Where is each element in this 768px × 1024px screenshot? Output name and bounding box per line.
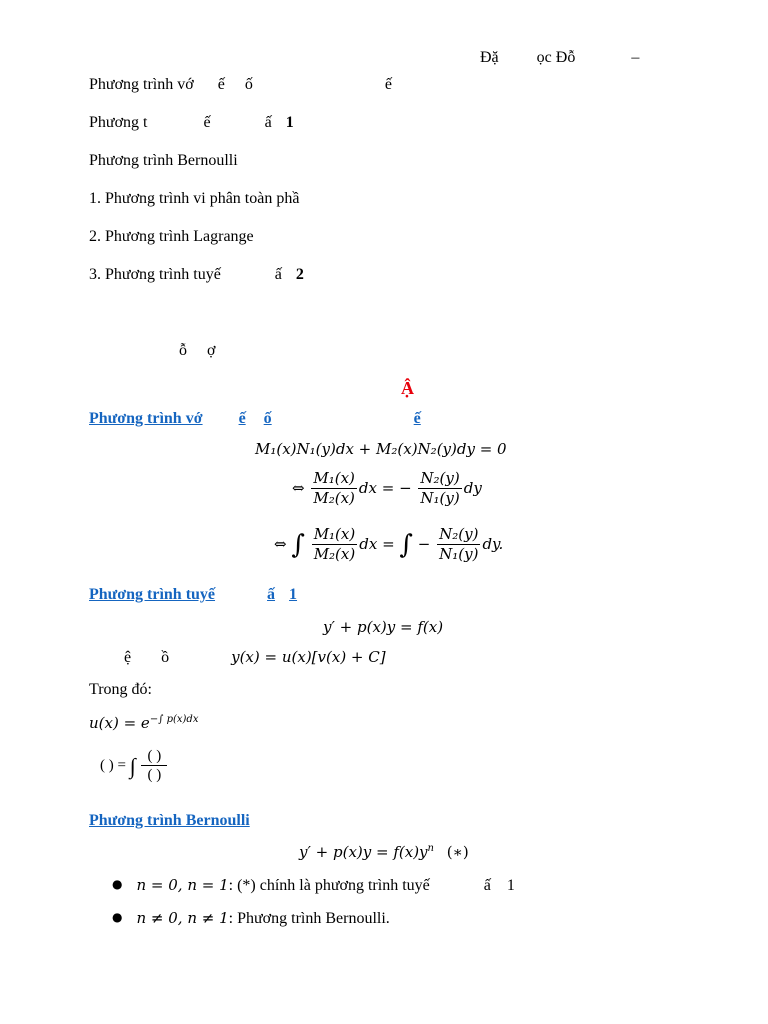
toc-item-2-c: ấ [264,114,272,131]
section2-heading-a: Phương trình tuyế [89,586,216,603]
eq3-frac2 [437,526,480,564]
chapter-mark: Ậ [401,378,414,398]
toc-item-1-c: ố [244,76,253,93]
toc-item-1-text: Phương trình vớ [89,76,194,93]
toc-item-1-b: ế [217,76,225,93]
toc-item-4[interactable] [89,190,299,208]
u-exp: −∫ p(x)dx [149,714,199,725]
bullet-2-math: n ≠ 0, n ≠ 1 [136,909,229,927]
v-lhs: ( ) = [100,757,126,774]
v-den: ( ) [147,767,162,784]
eq2-frac1 [311,470,357,508]
u-definition [89,714,198,732]
toc-item-3-text: Phương trình Bernoulli [89,152,238,169]
header-dash: – [631,49,640,66]
sol-b: ồ [161,649,170,666]
bullet-1-text: : (*) chính là phương trình tuyế [228,877,430,894]
bullet-1-math: n = 0, n = 1 [136,876,229,894]
bullet-dot-icon: ● [112,910,123,924]
misc-line [179,342,215,360]
toc-item-1-d: ế [384,76,392,93]
eq3-num1: M₁(x) [312,526,358,545]
header-author [480,49,639,67]
eq2-den1: M₂(x) [313,489,355,508]
toc-item-6[interactable] [89,266,304,284]
section3-heading[interactable]: Phương trình Bernoulli [89,812,250,829]
bullet-1-num: 1 [506,877,515,894]
toc-item-6-num: 2 [295,266,304,283]
misc-a: ỗ [179,342,187,359]
toc-item-2-num: 1 [285,114,294,131]
bullet-2-text: : Phương trình Bernoulli. [228,910,390,927]
misc-b: ợ [207,342,216,359]
section1-heading-d: ế [413,410,421,427]
eq2-den2: N₁(y) [420,489,460,508]
bullet-2 [112,909,390,928]
section2-heading-num: 1 [289,586,298,603]
eq2-frac2 [418,470,461,508]
v-frac [141,748,167,785]
toc-item-6-c: ấ [274,266,282,283]
bern-eq: y′ + p(x)y = f(x)y [299,843,428,861]
eq2-lead: ⇔ [292,478,305,497]
section1-heading-c: ố [263,410,272,427]
toc-item-5[interactable] [89,228,254,246]
toc-item-5-text: 2. Phương trình Lagrange [89,228,254,245]
sol-a: ệ [124,649,132,666]
section2-solution [124,648,386,667]
eq3-den1: M₂(x) [313,545,356,564]
section1-heading-a: Phương trình vớ [89,410,203,427]
eq3-minus: − [417,534,431,553]
where-label: Trong đó: [89,681,152,698]
toc-item-2[interactable] [89,114,294,132]
section3-eq1 [299,843,469,861]
bullet-1 [112,876,515,895]
v-integral: ∫ [129,753,136,779]
v-definition [100,748,169,785]
toc-item-1[interactable] [89,76,392,94]
bern-exp: n [427,843,434,854]
bern-tag: (∗) [446,843,469,861]
eq2-num2: N₂(y) [418,470,461,489]
eq3-tail: dy. [482,534,504,553]
toc-item-6-text: 3. Phương trình tuyế [89,266,221,283]
header-author-b: ọc Đỗ [536,49,576,66]
eq3-integral: ∫ [291,529,305,560]
section1-eq1: M₁(x)N₁(y)dx + M₂(x)N₂(y)dy = 0 [255,440,507,458]
eq2-num1: M₁(x) [311,470,357,489]
toc-item-4-text: 1. Phương trình vi phân toàn phầ [89,190,300,207]
eq2-mid: dx = − [358,478,412,497]
section1-heading[interactable] [89,410,433,428]
section2-heading-b: ấ [267,586,276,603]
header-author-a: Đặ [480,49,499,66]
eq3-den2: N₁(y) [439,545,479,564]
eq3-num2: N₂(y) [437,526,480,545]
toc-item-3[interactable] [89,152,238,170]
bullet-dot-icon: ● [112,877,123,891]
eq3-integral2: ∫ [399,529,413,560]
eq3-mid: dx = [359,534,395,553]
eq3-frac1 [312,526,358,564]
section2-heading[interactable] [89,586,297,604]
toc-item-2-text: Phương t [89,114,148,131]
bullet-1-b: ấ [483,877,491,894]
section1-eq2 [292,470,482,508]
section2-eq1: y′ + p(x)y = f(x) [323,618,444,636]
section1-heading-b: ế [238,410,246,427]
sol-eq: y(x) = u(x)[v(x) + C] [231,648,386,666]
v-num: ( ) [141,748,167,766]
eq3-lead: ⇔ [274,534,287,553]
u-lhs: u(x) = e [89,714,150,732]
eq2-tail: dy [463,478,482,497]
section1-eq3 [274,526,503,564]
toc-item-2-b: ế [203,114,211,131]
